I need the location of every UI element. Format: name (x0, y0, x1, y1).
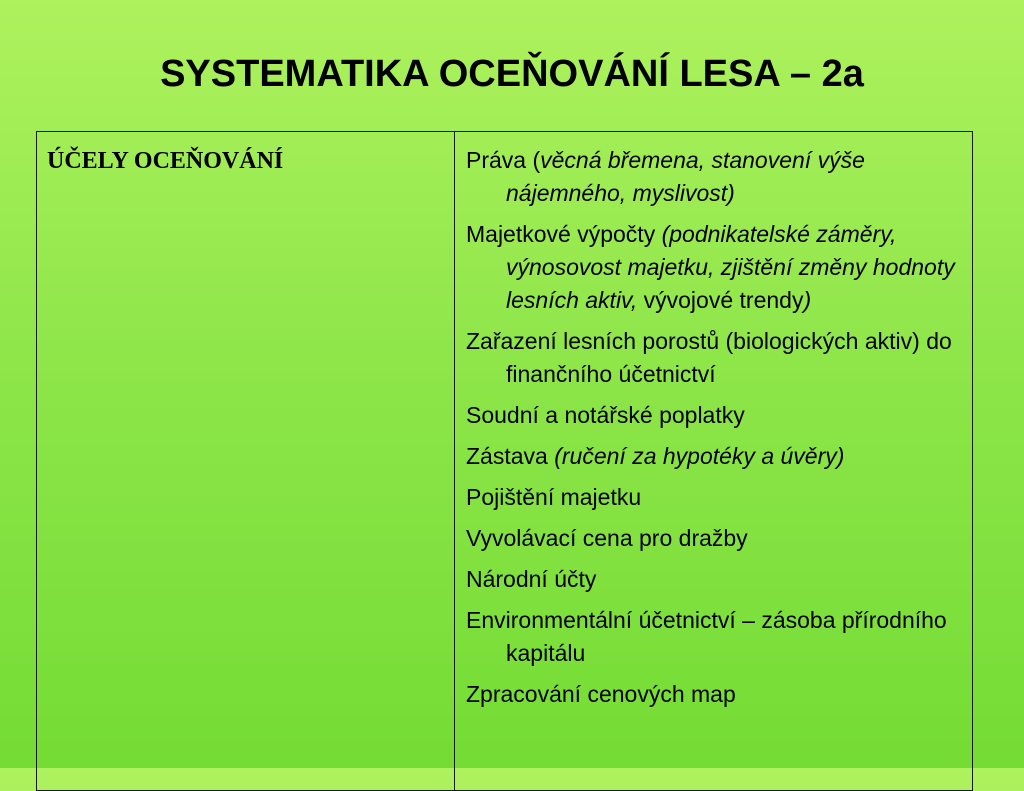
list-item (466, 678, 962, 711)
list-item-italic: věcná břemena, stanovení výše nájemného, myslivost) (506, 147, 865, 206)
list-item (466, 218, 962, 317)
list-item-text: Práva ( (466, 147, 541, 173)
list-item-text: Zpracování cenových map (466, 681, 736, 707)
list-item-text: Zástava (466, 443, 555, 469)
list-item-text: Majetkové výpočty (466, 221, 662, 247)
list-item (466, 144, 962, 210)
list-item (466, 440, 962, 473)
list-item (466, 522, 962, 555)
list-item-tail-italic: ) (803, 287, 812, 313)
list-item (466, 481, 962, 514)
list-item-italic: (ručení za hypotéky a úvěry) (554, 443, 845, 469)
list-item-text: Pojištění majetku (466, 484, 642, 510)
table-left-column (37, 132, 455, 790)
list-item-text: Soudní a notářské poplatky (466, 402, 745, 428)
table-left-heading: ÚČELY OCEŇOVÁNÍ (47, 148, 284, 174)
list-item-text: Zařazení lesních porostů (biologických aktiv) do finančního účetnictví (466, 328, 952, 387)
list-item (466, 604, 962, 670)
list-item-text: Národní účty (466, 566, 597, 592)
slide-title: SYSTEMATIKA OCEŇOVÁNÍ LESA – 2a (160, 53, 864, 95)
table-right-column (455, 132, 972, 790)
list-item-text: Vyvolávací cena pro dražby (466, 525, 748, 551)
purposes-list (466, 144, 962, 711)
list-item (466, 325, 962, 391)
list-item-text: Environmentální účetnictví – zásoba přírodního kapitálu (466, 607, 947, 666)
list-item (466, 563, 962, 596)
purposes-table (36, 131, 973, 791)
list-item-tail: vývojové trendy (637, 287, 804, 313)
list-item (466, 399, 962, 432)
list-item-italic: (podnikatelské záměry, výnosovost majetku, zjištění změny hodnoty lesních aktiv, (506, 221, 955, 313)
